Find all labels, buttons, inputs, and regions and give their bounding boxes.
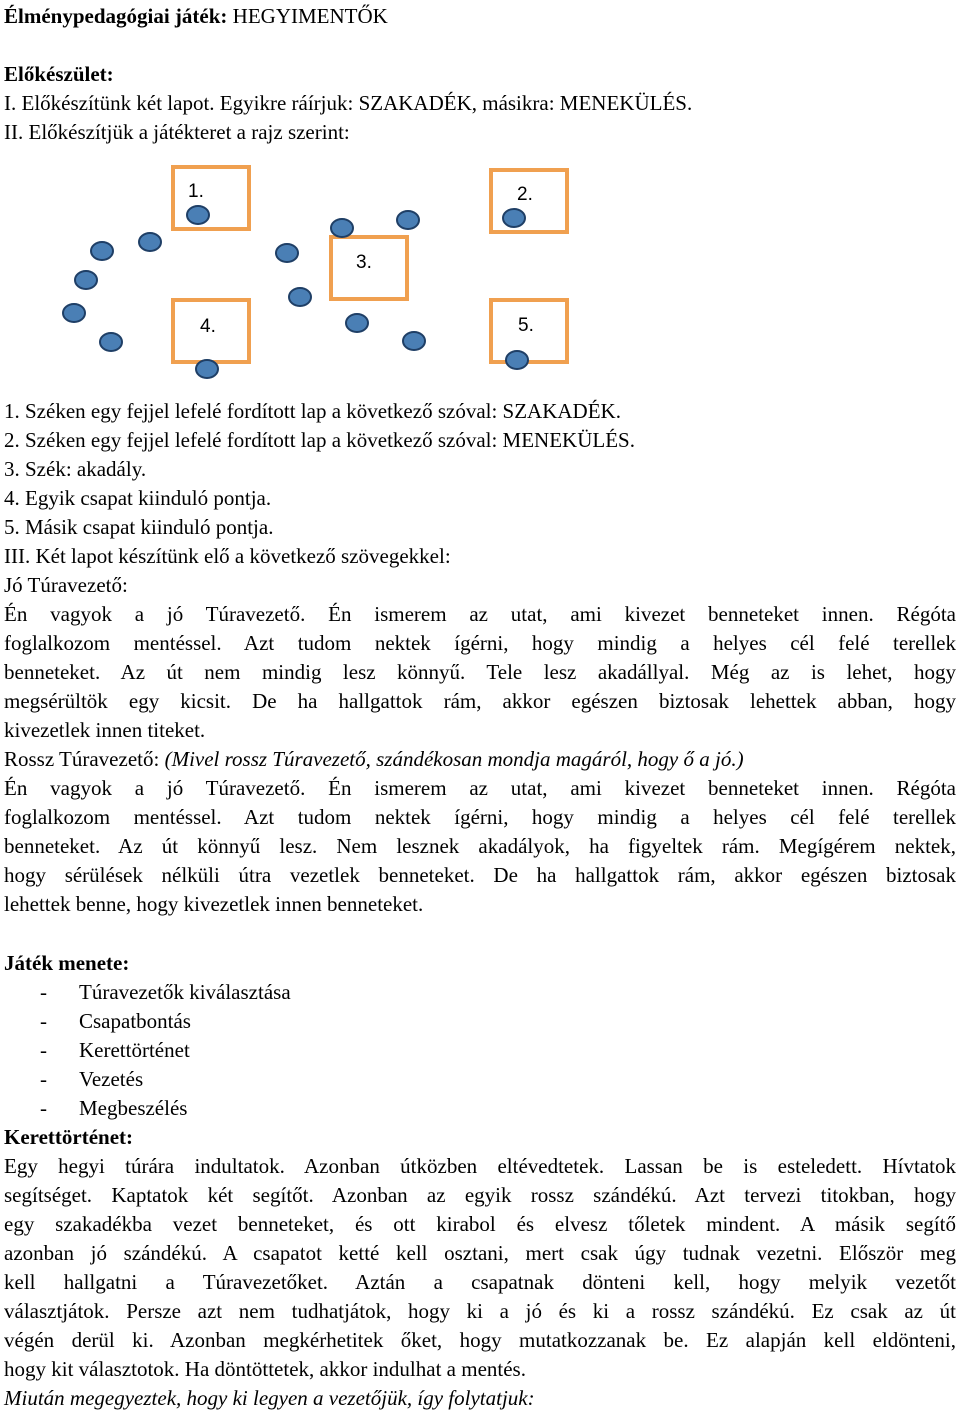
good-guide-line-1: Én vagyok a jó Túravezető. Én ismerem az utat, ami kivezet benneteket innen. Régóta — [4, 602, 956, 626]
game-heading: Játék menete: — [4, 951, 130, 975]
box-label-5: 5. — [518, 315, 534, 336]
chair-icon — [506, 351, 528, 369]
diagram-chairs — [63, 206, 528, 378]
good-guide-line-2: foglalkozom mentéssel. Azt tudom nektek ígérni, hogy mindig a helyes cél felé terellek — [4, 631, 956, 655]
chair-icon — [139, 233, 161, 251]
bullet-dash: - — [40, 1009, 47, 1033]
good-guide-line-5: kivezetlek innen titeket. — [4, 718, 206, 742]
chair-icon — [91, 242, 113, 260]
chair-icon — [196, 360, 218, 378]
bad-guide-line-1: Én vagyok a jó Túravezető. Én ismerem az utat, ami kivezet benneteket innen. Régóta — [4, 776, 956, 800]
game-step-label: Túravezetők kiválasztása — [79, 980, 291, 1004]
chair-icon — [346, 314, 368, 332]
bullet-dash: - — [40, 980, 47, 1004]
chair-icon — [63, 304, 85, 322]
story-line-6: választjátok. Persze azt nem tudhatjátok, hogy ki a jó és ki a rossz szándékú. Ez csak az út — [4, 1299, 956, 1323]
legend-line-2: 2. Széken egy fejjel lefelé fordított lap a következő szóval: MENEKÜLÉS. — [4, 428, 635, 452]
story-line-7: végén derül ki. Azonban megkérhetitek őket, hogy mutatkozzanak be. Ez alapján kell eldönteni, — [4, 1328, 956, 1352]
bad-guide-line-3: benneteket. Az út könnyű lesz. Nem lesznek akadályok, ha figyeltek rám. Megígérem nektek, — [4, 834, 956, 858]
story-line-8: hogy kit választotok. Ha döntöttetek, akkor indulhat a mentés. — [4, 1357, 526, 1381]
bullet-dash: - — [40, 1067, 47, 1091]
good-guide-label: Jó Túravezető: — [4, 573, 128, 597]
good-guide-line-3: benneteket. Az út nem mindig lesz könnyű. Tele lesz akadállyal. Még az is lehet, hogy — [4, 660, 956, 684]
game-step-label: Kerettörténet — [79, 1038, 190, 1062]
chair-icon — [187, 206, 209, 224]
bullet-dash: - — [40, 1096, 47, 1120]
game-step-label: Csapatbontás — [79, 1009, 191, 1033]
chair-icon — [289, 288, 311, 306]
legend-line-3: 3. Szék: akadály. — [4, 457, 147, 481]
title-bold: Élménypedagógiai játék: — [4, 4, 228, 28]
story-line-3: egy szakadékba vezet benneteket, és ott kirabol és elvesz tőletek mindent. A másik segítő — [4, 1212, 956, 1236]
good-guide-line-4: megsérültök egy kicsit. De ha hallgattok rám, akkor egészen biztosak lehettek abban, hogy — [4, 689, 956, 713]
playfield-diagram — [4, 0, 956, 400]
legend-line-4: 4. Egyik csapat kiinduló pontja. — [4, 486, 272, 510]
box-label-4: 4. — [200, 316, 216, 337]
bad-guide-heading — [4, 745, 744, 774]
bad-guide-line-2: foglalkozom mentéssel. Azt tudom nektek ígérni, hogy mindig a helyes cél felé terellek — [4, 805, 956, 829]
story-line-2: segítséget. Kaptatok két segítőt. Azonban az egyik rossz szándékú. Azt tervezi titokban, hogy — [4, 1183, 956, 1207]
prep-heading: Előkészület: — [4, 62, 114, 86]
chair-icon — [331, 219, 353, 237]
legend-line-6: III. Két lapot készítünk elő a következő szövegekkel: — [4, 544, 451, 568]
prep-line-1: I. Előkészítünk két lapot. Egyikre ráírjuk: SZAKADÉK, másikra: MENEKÜLÉS. — [4, 91, 693, 115]
box-label-2: 2. — [517, 184, 533, 205]
chair-icon — [75, 271, 97, 289]
game-step-label: Vezetés — [79, 1067, 144, 1091]
bad-guide-line-4: hogy sérülések nélküli útra vezetlek benneteket. De ha hallgattok rám, akkor egészen biztosak — [4, 863, 956, 887]
game-step-label: Megbeszélés — [79, 1096, 188, 1120]
legend-line-5: 5. Másik csapat kiinduló pontja. — [4, 515, 274, 539]
story-line-1: Egy hegyi túrára indultatok. Azonban útközben eltévedtetek. Lassan be is esteledett. Hívtatok — [4, 1154, 956, 1178]
story-heading: Kerettörténet: — [4, 1125, 134, 1149]
story-line-4: azonban jó szándékú. A csapatot ketté kell osztani, mert csak úgy tudnak vezetni. Először meg — [4, 1241, 956, 1265]
chair-icon — [503, 209, 525, 227]
chair-icon — [276, 244, 298, 262]
bullet-dash: - — [40, 1038, 47, 1062]
prep-line-2: II. Előkészítjük a játékteret a rajz szerint: — [4, 120, 350, 144]
box-label-1: 1. — [188, 181, 204, 202]
box-label-3: 3. — [356, 252, 372, 273]
bad-guide-label: Rossz Túravezető: — [4, 747, 165, 771]
chair-icon — [403, 332, 425, 350]
bad-guide-note: (Mivel rossz Túravezető, szándékosan mondja magáról, hogy ő a jó.) — [164, 747, 744, 771]
box-1 — [173, 167, 249, 229]
chair-icon — [397, 211, 419, 229]
legend-line-1: 1. Széken egy fejjel lefelé fordított lap a következő szóval: SZAKADÉK. — [4, 399, 621, 423]
story-final-line: Miután megegyeztek, hogy ki legyen a vezetőjük, így folytatjuk: — [4, 1386, 535, 1410]
story-line-5: kell hallgatni a Túravezetőket. Aztán a csapatnak dönteni kell, hogy melyik vezetőt — [4, 1270, 956, 1294]
title-rest: HEGYIMENTŐK — [227, 4, 388, 28]
bad-guide-line-5: lehettek benne, hogy kivezetlek innen benneteket. — [4, 892, 424, 916]
chair-icon — [100, 333, 122, 351]
